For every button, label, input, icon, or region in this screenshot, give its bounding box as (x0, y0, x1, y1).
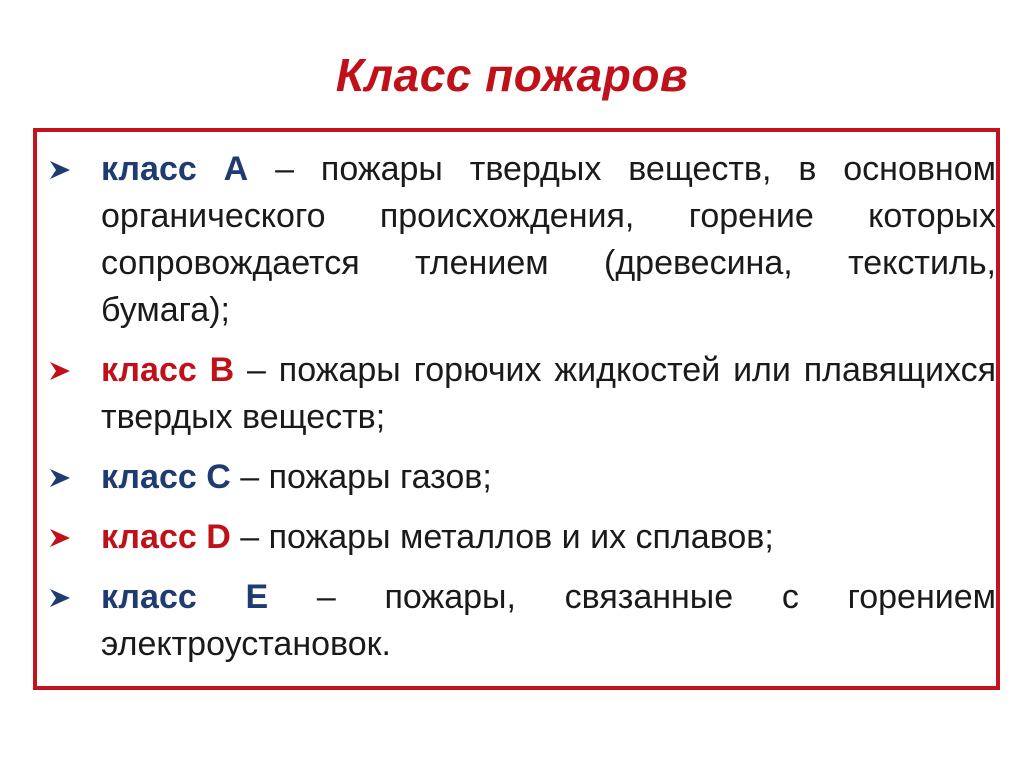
class-label: класс С (101, 458, 231, 496)
list-item-class-d (50, 514, 996, 561)
class-label: класс А (101, 150, 249, 188)
chevron-arrow-icon (50, 362, 70, 380)
chevron-arrow-icon (50, 469, 70, 487)
list-item-class-e (50, 574, 996, 668)
list-item-class-b (50, 347, 996, 441)
list-item-class-a (50, 146, 996, 334)
class-description: – пожары твердых веществ, в основном органического происхождения, горение которых сопровождается тлением (древесина, текстиль, бумага); (101, 150, 996, 329)
class-description: – пожары газов; (230, 458, 492, 496)
fire-class-list (50, 146, 996, 681)
class-label: класс В (101, 351, 235, 389)
class-description: – пожары горючих жидкостей или плавящихся твердых веществ; (101, 351, 996, 436)
chevron-arrow-icon (50, 529, 70, 547)
class-label: класс Е (101, 578, 269, 616)
class-description: – пожары, связанные с горением электроустановок. (101, 578, 997, 663)
list-item-class-c (50, 454, 996, 501)
chevron-arrow-icon (50, 589, 70, 607)
fire-class-box (33, 128, 1000, 690)
page-title: Класс пожаров (335, 49, 689, 101)
chevron-arrow-icon (50, 161, 70, 179)
class-description: – пожары металлов и их сплавов; (230, 518, 774, 556)
class-label: класс D (101, 518, 231, 556)
